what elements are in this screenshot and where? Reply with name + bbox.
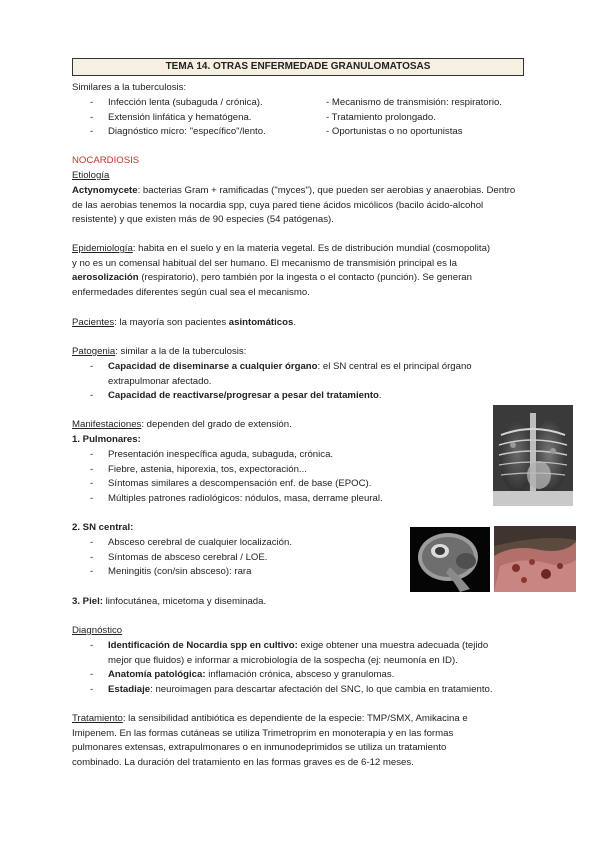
pulmonares-list	[90, 448, 410, 506]
list-item: - Identificación de Nocardia spp en cultivo: exige obtener una muestra adecuada (tejido mejor que fluidos) e informar a microbiología de la sospecha (ej: neumonía en ID).	[90, 640, 489, 666]
similares-right-item: - Oportunistas o no oportunistas	[326, 126, 463, 138]
patogenia-heading: Patogenia: similar a la de la tuberculosis:	[72, 346, 247, 357]
tratamiento-paragraph: Tratamiento: la sensibilidad antibiótica es dependiente de la especie: TMP/SMX, Amikacina e Imipenem. En las formas cutáneas se utiliza Trimetroprim en monoterapia y en las formas pulmonares extensas, extrapulmonares o en inmunodeprimidos se utiliza un tratamiento combinado. La duración del tratamiento en las formas graves es de 6-12 meses.	[72, 713, 468, 768]
chest-xray-image	[493, 405, 573, 506]
skin-lesion-image	[494, 526, 576, 592]
section-title: NOCARDIOSIS	[72, 155, 140, 166]
piel-line: 3. Piel: linfocutánea, micetoma y diseminada.	[72, 596, 267, 607]
manifestaciones-heading: Manifestaciones: dependen del grado de extensión.	[72, 419, 292, 430]
similares-left-item: Extensión linfática y hematógena.	[108, 111, 252, 123]
similares-right-item: - Mecanismo de transmisión: respiratorio.	[326, 97, 502, 108]
list-item: - Anatomía patológica: inflamación crónica, absceso y granulomas.	[90, 669, 395, 681]
list-item: - Fiebre, astenia, hiporexia, tos, expectoración...	[90, 463, 307, 475]
list-item: - Capacidad de reactivarse/progresar a pesar del tratamiento.	[90, 390, 382, 402]
page-title: TEMA 14. OTRAS ENFERMEDADE GRANULOMATOSAS	[72, 58, 524, 76]
list-item: - Capacidad de diseminarse a cualquier órgano: el SN central es el principal órgano extrapulmonar afectado.	[90, 361, 472, 387]
pacientes-paragraph: Pacientes: la mayoría son pacientes asintomáticos.	[72, 317, 296, 328]
list-item: - Síntomas de absceso cerebral / LOE.	[90, 551, 268, 563]
etiologia-label: Etiología	[72, 170, 110, 181]
brain-mri-image	[410, 527, 490, 592]
list-item: - Múltiples patrones radiológicos: nódulos, masa, derrame pleural.	[90, 492, 383, 504]
list-item: - Estadiaje: neuroimagen para descartar afectación del SNC, lo que cambia en tratamiento.	[90, 683, 493, 695]
epidemiologia-paragraph: Epidemiología: habita en el suelo y en la materia vegetal. Es de distribución mundial (cosmopolita) y no es un comensal habitual del ser humano. El mecanismo de transmisión principal es la aerosolización (respiratorio), pero también por la ingesta o el contacto (punción). Se generan enfermedades diferentes según cual sea el mecanismo.	[72, 243, 491, 298]
list-item: - Absceso cerebral de cualquier localización.	[90, 537, 292, 548]
similares-right-item: - Tratamiento prolongado.	[326, 111, 436, 123]
diagnostico-label: Diagnóstico	[72, 625, 123, 636]
list-item: - Meningitis (con/sin absceso): rara	[90, 566, 252, 578]
similares-left-item: Diagnóstico micro: "específico"/lento.	[108, 126, 266, 138]
pulmonares-title: 1. Pulmonares:	[72, 434, 141, 445]
similares-heading: Similares a la tuberculosis:	[72, 82, 187, 93]
diagnostico-list	[90, 639, 530, 697]
patogenia-list	[90, 360, 530, 404]
similares-left-item: Infección lenta (subaguda / crónica).	[108, 97, 263, 108]
etiologia-paragraph: Actynomycete: bacterias Gram + ramificadas ("myces"), que pueden ser aerobias y anaerobias. Dentro de las aerobias tenemos la nocardia spp, cuya pared tiene ácidos micólicos (bacilo ácido-alcohol resistente) y que existen más de 90 especies (54 patógenas).	[72, 185, 516, 226]
similares-list: - Infección lenta (subaguda / crónica). - Mecanismo de transmisión: respiratorio. - Extensión linfática y hematógena. - Tratamiento prolongado. - Diagnóstico micro: "específico"/lento. - Oportunistas o no oportunistas	[72, 96, 542, 140]
list-item: - Síntomas similares a descompensación enf. de base (EPOC).	[90, 478, 372, 490]
snc-list	[90, 536, 390, 580]
list-item: - Presentación inespecífica aguda, subaguda, crónica.	[90, 449, 334, 460]
snc-title: 2. SN central:	[72, 522, 134, 533]
